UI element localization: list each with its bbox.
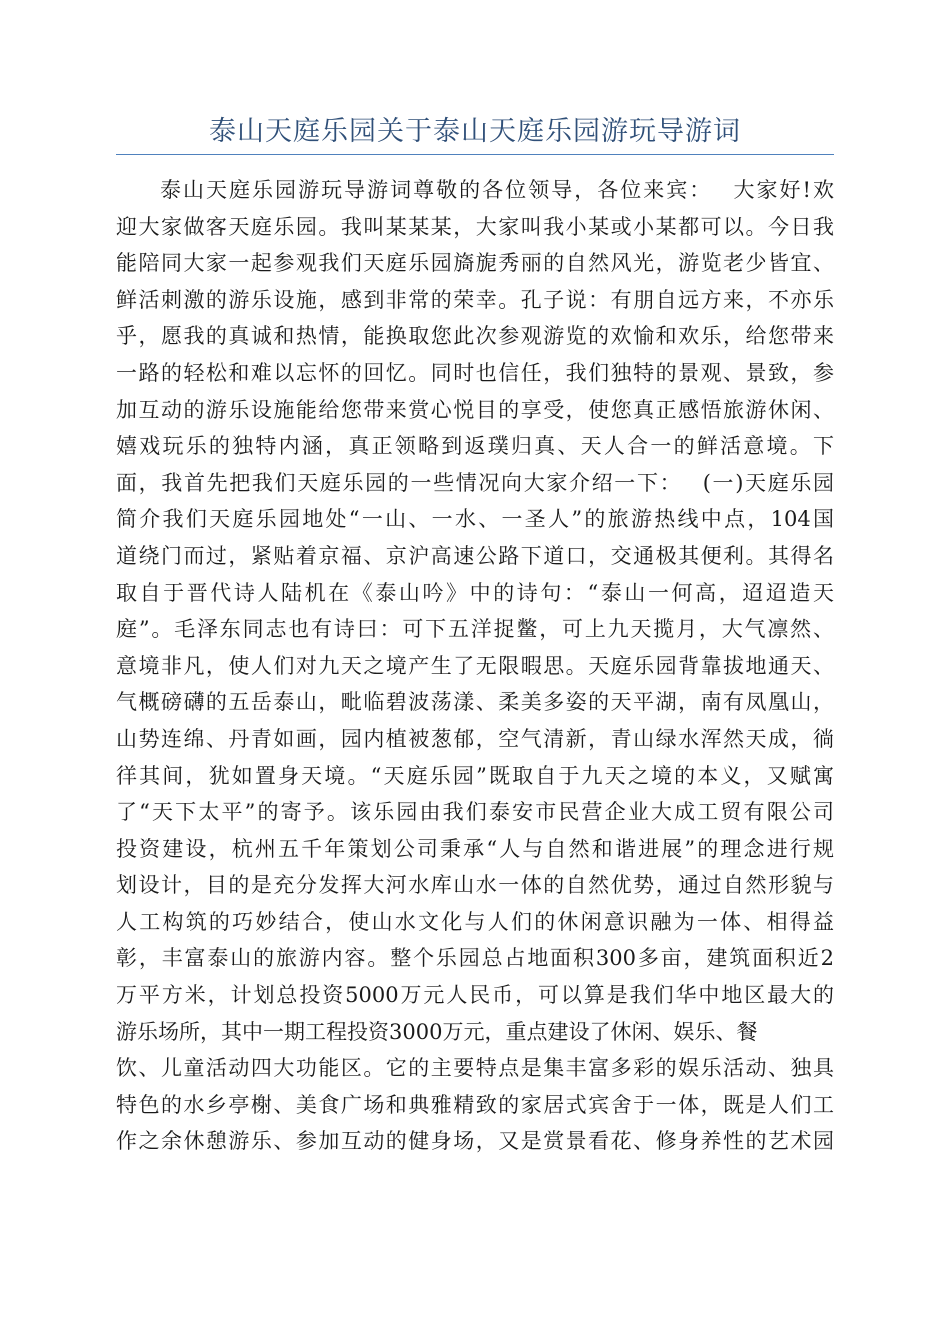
body-line: 道绕门而过，紧贴着京福、京沪高速公路下道口，交通极其便利。其得名 — [116, 543, 834, 568]
body-line: 简介我们天庭乐园地处“一山、一水、一圣人”的旅游热线中点，104国 — [116, 507, 834, 532]
body-line: 游乐场所，其中一期工程投资3000万元，重点建设了休闲、娱乐、餐 — [116, 1019, 758, 1044]
body-line: 饮、儿童活动四大功能区。它的主要特点是集丰富多彩的娱乐活动、独具 — [116, 1056, 834, 1081]
body-line: 山势连绵、丹青如画，园内植被葱郁，空气清新，青山绿水浑然天成，徜 — [116, 726, 834, 751]
body-line: 泰山天庭乐园游玩导游词尊敬的各位领导，各位来宾： 大家好!欢 — [160, 178, 834, 202]
body-line: 意境非凡，使人们对九天之境产生了无限暇思。天庭乐园背靠拔地通天、 — [116, 653, 834, 678]
document-title: 泰山天庭乐园关于泰山天庭乐园游玩导游词 — [209, 116, 741, 147]
body-line: 了“天下太平”的寄予。该乐园由我们泰安市民营企业大成工贸有限公司 — [116, 800, 834, 825]
body-line: 人工构筑的巧妙结合，使山水文化与人们的休闲意识融为一体、相得益 — [116, 909, 834, 934]
body-line: 一路的轻松和难以忘怀的回忆。同时也信任，我们独特的景观、景致，参 — [116, 360, 834, 385]
body-line: 作之余休憩游乐、参加互动的健身场，又是赏景看花、修身养性的艺术园 — [116, 1129, 834, 1154]
body-line: 加互动的游乐设施能给您带来赏心悦目的享受，使您真正感悟旅游休闲、 — [116, 397, 834, 422]
body-line: 迎大家做客天庭乐园。我叫某某某，大家叫我小某或小某都可以。今日我 — [116, 214, 834, 239]
title-underline — [116, 154, 834, 155]
body-line: 气概磅礴的五岳泰山，毗临碧波荡漾、柔美多姿的天平湖，南有凤凰山， — [116, 690, 834, 715]
body-line: 面，我首先把我们天庭乐园的一些情况向大家介绍一下： (一)天庭乐园 — [116, 470, 834, 495]
body-line: 万平方米，计划总投资5000万元人民币，可以算是我们华中地区最大的 — [116, 983, 834, 1008]
body-line: 划设计，目的是充分发挥大河水库山水一体的自然优势，通过自然形貌与 — [116, 873, 834, 898]
body-line: 庭”。毛泽东同志也有诗曰：可下五洋捉鳖，可上九天揽月，大气凛然、 — [116, 617, 834, 642]
body-line: 徉其间，犹如置身天境。“天庭乐园”既取自于九天之境的本义，又赋寓 — [116, 763, 834, 788]
body-line: 彰，丰富泰山的旅游内容。整个乐园总占地面积300多亩，建筑面积近2 — [116, 946, 834, 971]
body-line: 乎，愿我的真诚和热情，能换取您此次参观游览的欢愉和欢乐，给您带来 — [116, 324, 834, 349]
body-line: 投资建设，杭州五千年策划公司秉承“人与自然和谐进展”的理念进行规 — [116, 836, 834, 861]
body-line: 能陪同大家一起参观我们天庭乐园旖旎秀丽的自然风光，游览老少皆宜、 — [116, 251, 834, 276]
body-line: 嬉戏玩乐的独特内涵，真正领略到返璞归真、天人合一的鲜活意境。下 — [116, 434, 834, 459]
body-line: 特色的水乡亭榭、美食广场和典雅精致的家居式宾舍于一体，既是人们工 — [116, 1092, 834, 1117]
body-line: 鲜活刺激的游乐设施，感到非常的荣幸。孔子说：有朋自远方来，不亦乐 — [116, 287, 834, 312]
document-body — [116, 172, 834, 1160]
body-line: 取自于晋代诗人陆机在《泰山吟》中的诗句：“泰山一何高，迢迢造天 — [116, 580, 834, 605]
